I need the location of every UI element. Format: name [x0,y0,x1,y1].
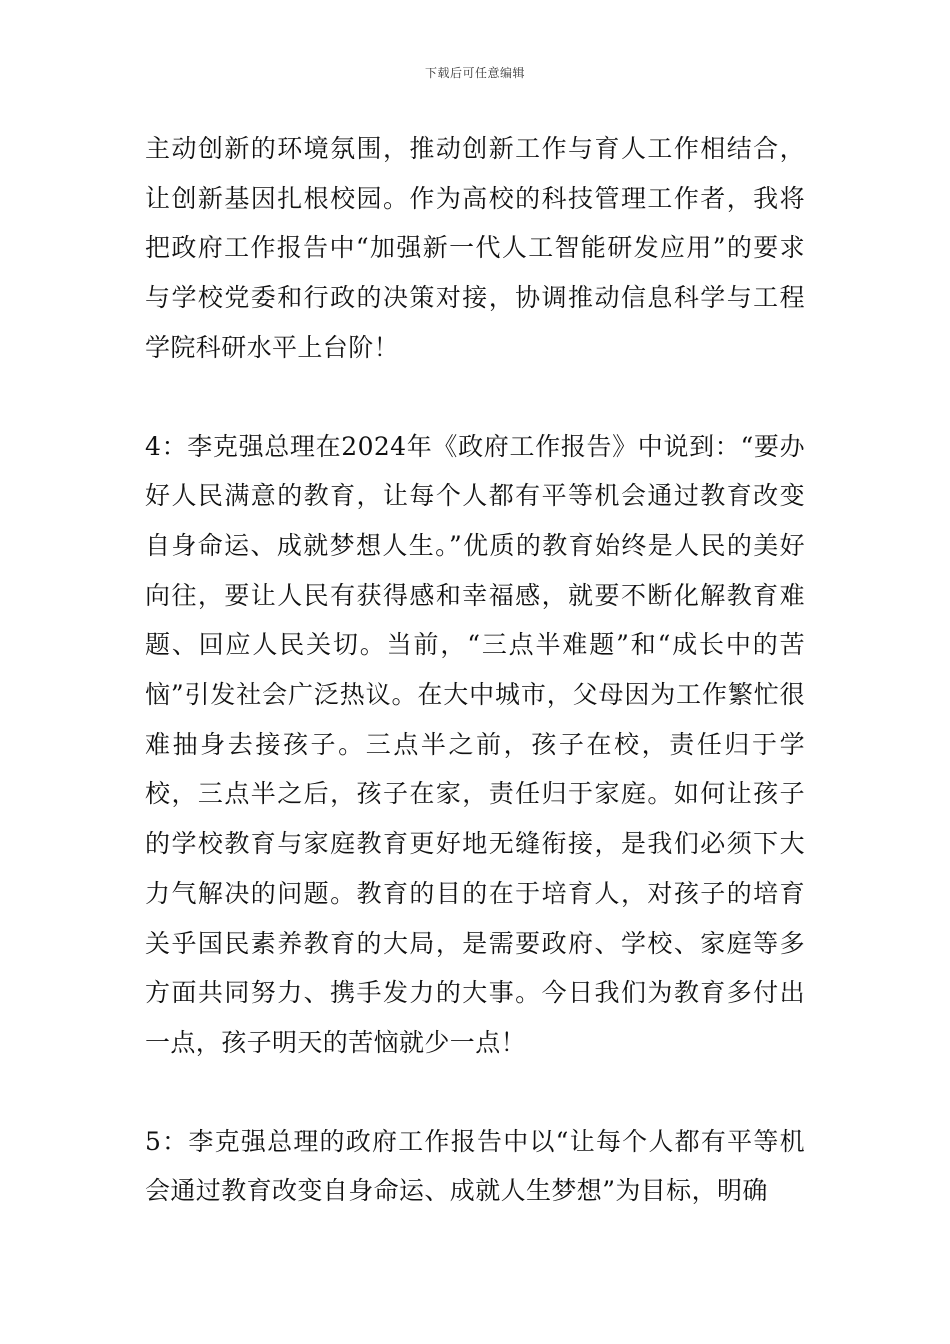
page-header: 下载后可任意编辑 [424,66,525,80]
paragraph-item-4: 4：李克强总理在2024年《政府工作报告》中说到：“要办好人民满意的教育，让每个人都有平等机会通过教育改变自身命运、成就梦想人生。”优质的教育始终是人民的美好向往，要让人民有获得感和幸福感，就要不断化解教育难题、回应人民关切。当前，“三点半难题”和“成长中的苦恼”引发社会广泛热议。在大中城市，父母因为工作繁忙很难抽身去接孩子。三点半之前，孩子在校，责任归于学校，三点半之后，孩子在家，责任归于家庭。如何让孩子的学校教育与家庭教育更好地无缝衔接，是我们必须下大力气解决的问题。教育的目的在于培育人，对孩子的培育关乎国民素养教育的大局，是需要政府、学校、家庭等多方面共同努力、携手发力的大事。今日我们为教育多付出一点，孩子明天的苦恼就少一点！ [145,431,805,1057]
paragraph-item-5: 5：李克强总理的政府工作报告中以“让每个人都有平等机会通过教育改变自身命运、成就人生梦想”为目标，明确 [145,1126,805,1206]
paragraph-continuation: 主动创新的环境氛围，推动创新工作与育人工作相结合，让创新基因扎根校园。作为高校的科技管理工作者，我将把政府工作报告中“加强新一代人工智能研发应用”的要求与学校党委和行政的决策对接，协调推动信息科学与工程学院科研水平上台阶！ [145,134,805,362]
document-body [145,124,805,1216]
